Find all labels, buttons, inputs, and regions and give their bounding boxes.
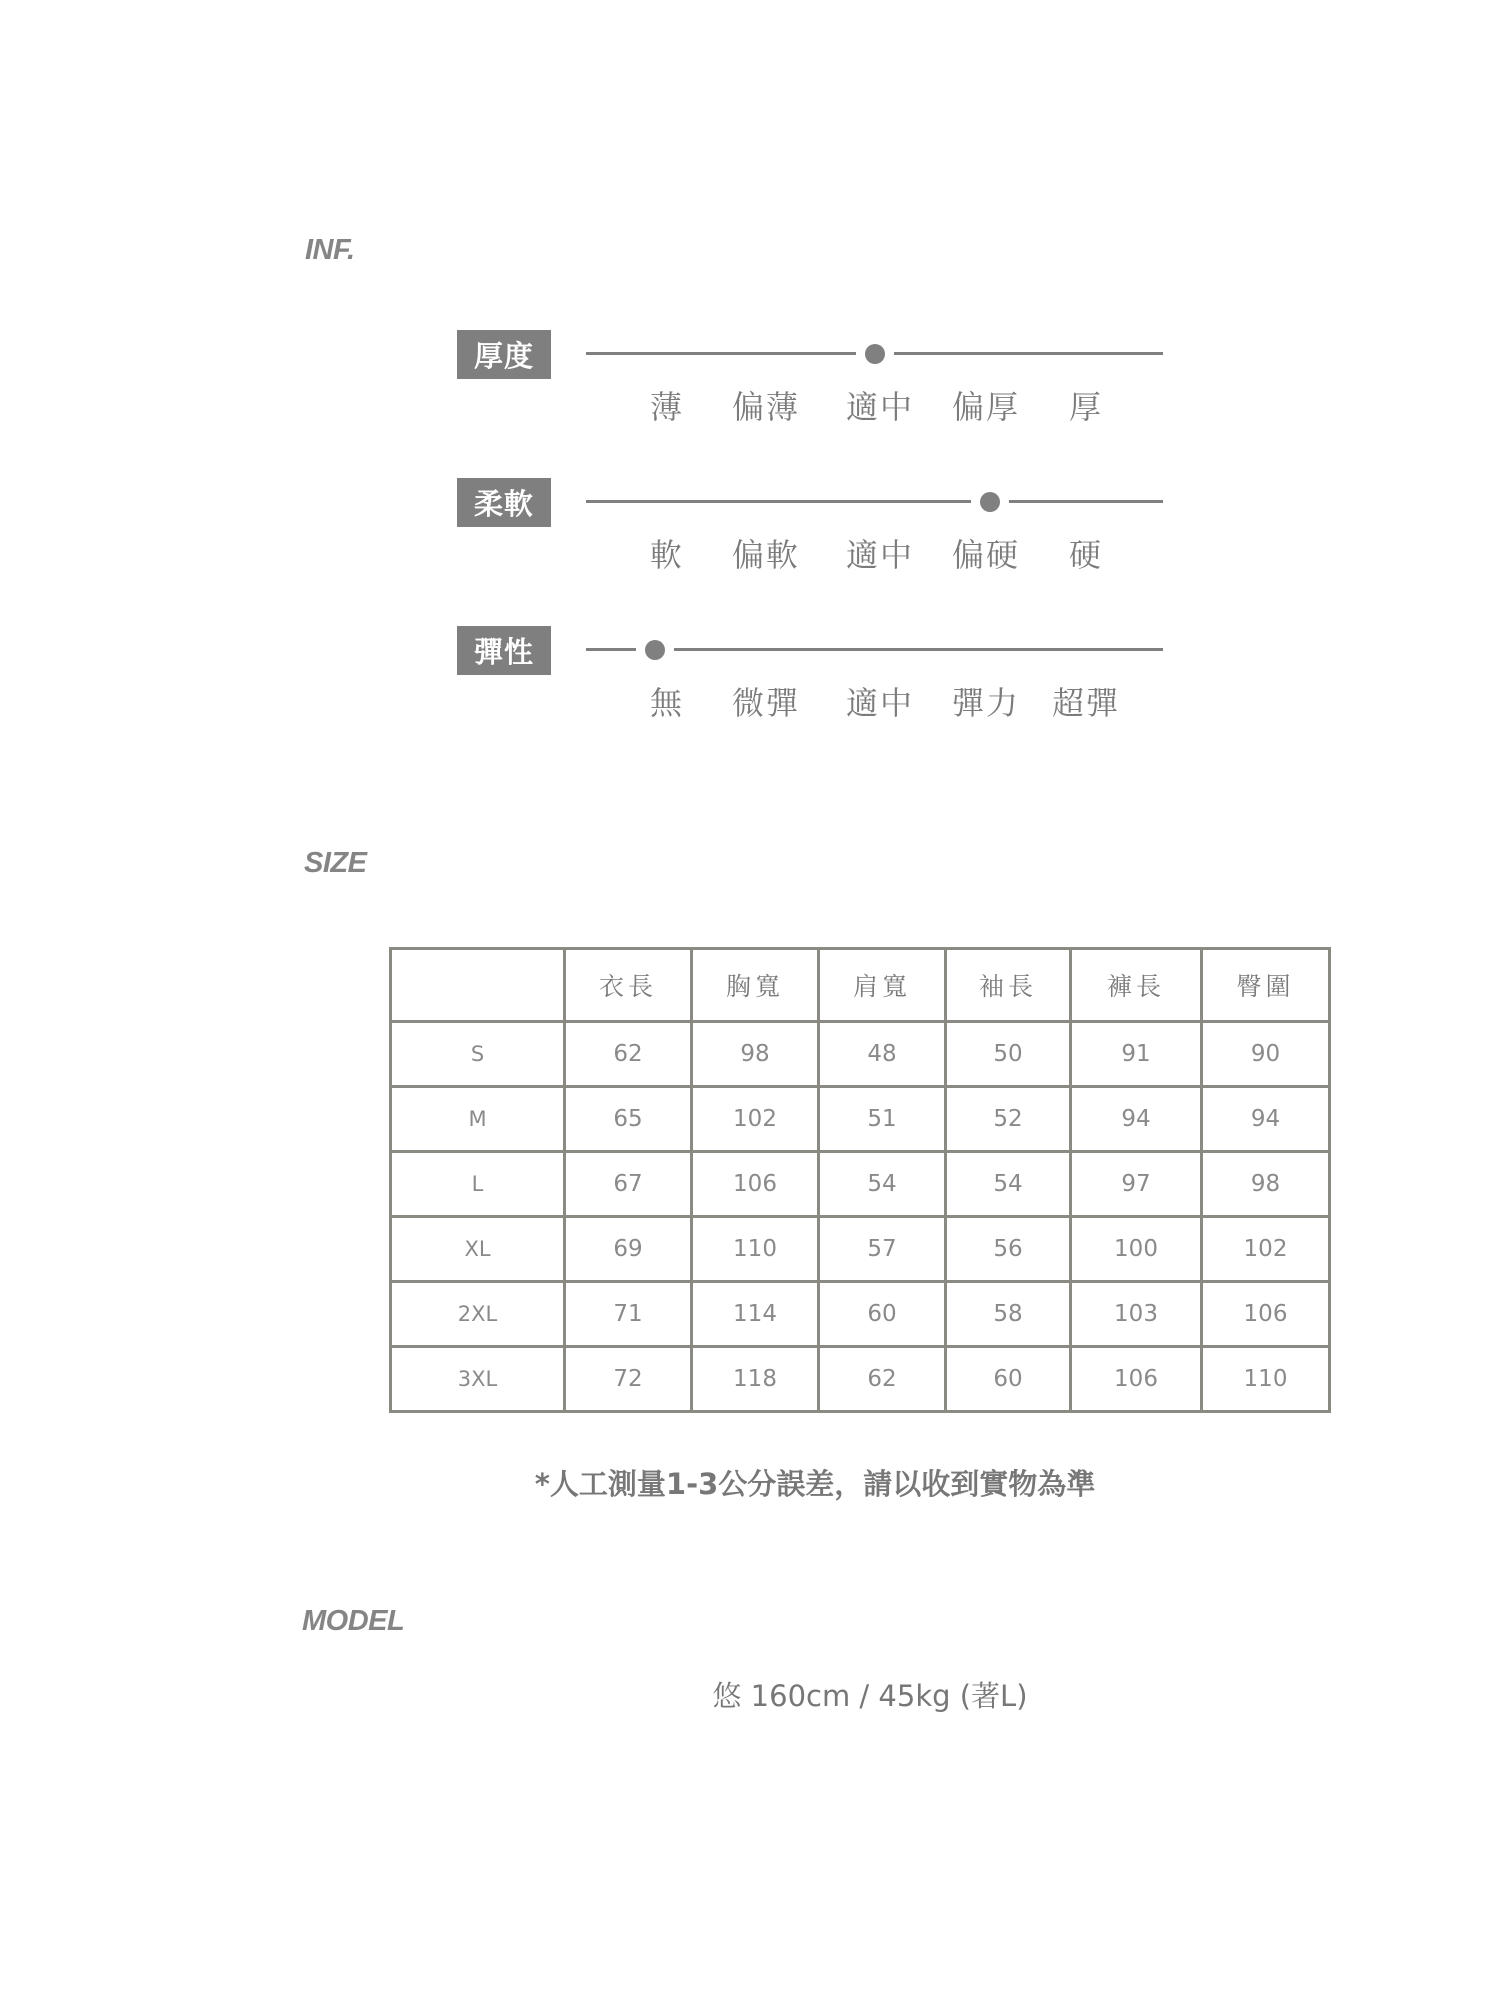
measurement-cell: 106 — [1071, 1347, 1202, 1412]
scale-option-2: 微彈 — [731, 684, 801, 722]
size-section-title: SIZE — [304, 847, 367, 879]
scale-line-left — [586, 500, 971, 503]
scale-option-5: 超彈 — [1051, 684, 1121, 722]
scale-option-2: 偏薄 — [731, 388, 801, 426]
measurement-cell: 58 — [946, 1282, 1071, 1347]
measurement-cell: 56 — [946, 1217, 1071, 1282]
scale-line-right — [894, 352, 1164, 355]
scale-option-3: 適中 — [845, 684, 915, 722]
measurement-cell: 114 — [692, 1282, 819, 1347]
measurement-cell: 60 — [819, 1282, 946, 1347]
measurement-cell: 106 — [692, 1152, 819, 1217]
measurement-cell: 60 — [946, 1347, 1071, 1412]
header-cell-blank — [391, 949, 565, 1022]
measurement-cell: 110 — [692, 1217, 819, 1282]
table-row — [391, 1152, 1330, 1217]
measurement-cell: 52 — [946, 1087, 1071, 1152]
header-cell-length: 衣長 — [565, 949, 692, 1022]
scale-option-4: 偏硬 — [951, 536, 1021, 574]
attribute-label: 柔軟 — [457, 478, 551, 527]
measurement-cell: 90 — [1202, 1022, 1330, 1087]
measurement-cell: 94 — [1071, 1087, 1202, 1152]
measurement-cell: 54 — [819, 1152, 946, 1217]
measurement-cell: 65 — [565, 1087, 692, 1152]
measurement-cell: 94 — [1202, 1087, 1330, 1152]
scale-marker-dot — [865, 344, 885, 364]
attribute-label: 彈性 — [457, 626, 551, 675]
measurement-cell: 97 — [1071, 1152, 1202, 1217]
measurement-cell: 110 — [1202, 1347, 1330, 1412]
scale-option-1: 軟 — [649, 536, 685, 574]
measurement-cell: 103 — [1071, 1282, 1202, 1347]
measurement-cell: 48 — [819, 1022, 946, 1087]
table-row — [391, 1347, 1330, 1412]
table-row — [391, 1282, 1330, 1347]
size-table-header-row — [391, 949, 1330, 1022]
header-cell-sleeve: 袖長 — [946, 949, 1071, 1022]
measurement-cell: 100 — [1071, 1217, 1202, 1282]
measurement-cell: 51 — [819, 1087, 946, 1152]
measurement-cell: 54 — [946, 1152, 1071, 1217]
scale-line-left — [586, 648, 636, 651]
size-label-cell: M — [391, 1087, 565, 1152]
scale-option-5: 厚 — [1068, 388, 1104, 426]
measurement-cell: 62 — [819, 1347, 946, 1412]
measurement-cell: 98 — [1202, 1152, 1330, 1217]
table-row — [391, 1087, 1330, 1152]
measurement-cell: 102 — [1202, 1217, 1330, 1282]
size-label-cell: XL — [391, 1217, 565, 1282]
measurement-cell: 67 — [565, 1152, 692, 1217]
measurement-cell: 72 — [565, 1347, 692, 1412]
measurement-cell: 69 — [565, 1217, 692, 1282]
header-cell-shoulder: 肩寬 — [819, 949, 946, 1022]
scale-option-1: 無 — [649, 684, 685, 722]
attribute-row-elasticity — [0, 622, 1500, 752]
size-label-cell: 3XL — [391, 1347, 565, 1412]
model-section-title: MODEL — [302, 1605, 405, 1637]
scale-option-1: 薄 — [649, 388, 685, 426]
measurement-cell: 62 — [565, 1022, 692, 1087]
scale-line-right — [674, 648, 1163, 651]
measurement-cell: 106 — [1202, 1282, 1330, 1347]
header-cell-hip: 臀圍 — [1202, 949, 1330, 1022]
measurement-note: *人工測量1-3公分誤差，請以收到實物為準 — [534, 1467, 1096, 1501]
model-info: 悠 160cm / 45kg (著L) — [712, 1679, 1028, 1713]
measurement-cell: 91 — [1071, 1022, 1202, 1087]
attribute-label: 厚度 — [457, 330, 551, 379]
scale-option-3: 適中 — [845, 388, 915, 426]
measurement-cell: 98 — [692, 1022, 819, 1087]
scale-line-left — [586, 352, 856, 355]
scale-option-2: 偏軟 — [731, 536, 801, 574]
measurement-cell: 57 — [819, 1217, 946, 1282]
scale-option-4: 偏厚 — [951, 388, 1021, 426]
measurement-cell: 102 — [692, 1087, 819, 1152]
size-table-body — [391, 1022, 1330, 1412]
scale-marker-dot — [980, 492, 1000, 512]
size-label-cell: S — [391, 1022, 565, 1087]
attribute-row-thickness — [0, 326, 1500, 456]
measurement-cell: 50 — [946, 1022, 1071, 1087]
header-cell-chest: 胸寬 — [692, 949, 819, 1022]
scale-option-5: 硬 — [1068, 536, 1104, 574]
inf-section-title: INF. — [305, 234, 355, 266]
scale-line-right — [1009, 500, 1163, 503]
measurement-cell: 71 — [565, 1282, 692, 1347]
header-cell-pants-length: 褲長 — [1071, 949, 1202, 1022]
table-row — [391, 1217, 1330, 1282]
attribute-row-softness — [0, 474, 1500, 604]
scale-option-3: 適中 — [845, 536, 915, 574]
table-row — [391, 1022, 1330, 1087]
size-table — [389, 947, 1331, 1413]
size-label-cell: L — [391, 1152, 565, 1217]
size-label-cell: 2XL — [391, 1282, 565, 1347]
scale-option-4: 彈力 — [951, 684, 1021, 722]
scale-marker-dot — [645, 640, 665, 660]
measurement-cell: 118 — [692, 1347, 819, 1412]
